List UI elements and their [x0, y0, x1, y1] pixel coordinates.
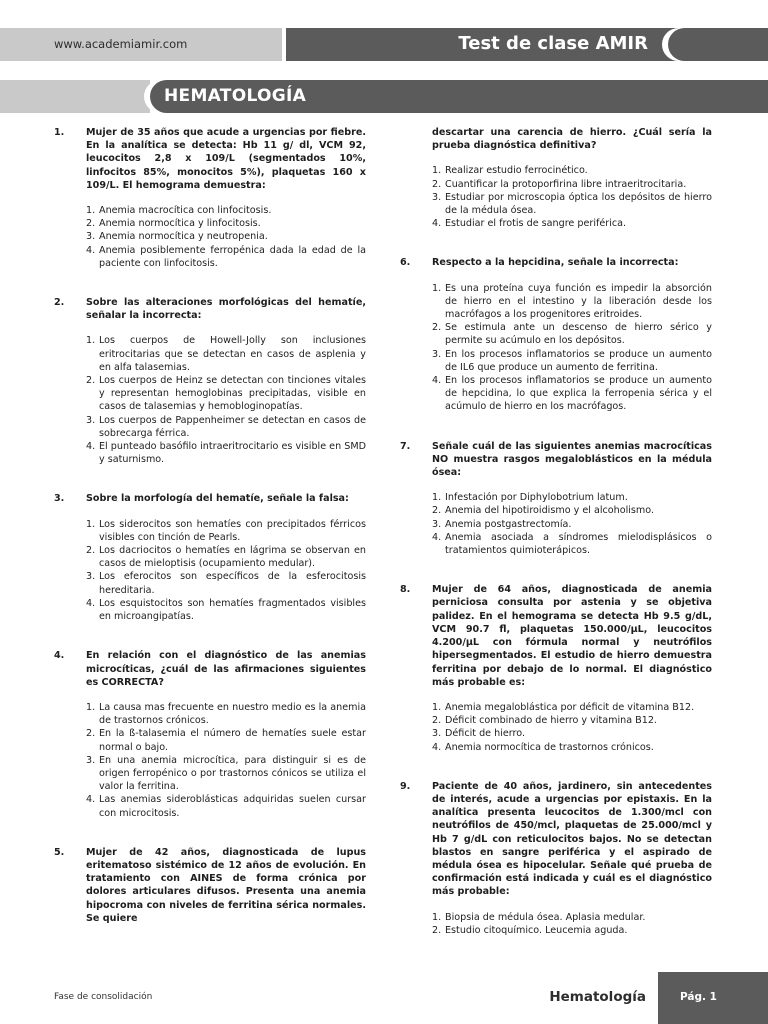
- option-text: Los eferocitos son específicos de la esferocitosis hereditaria.: [99, 571, 366, 596]
- question-4: [54, 649, 366, 819]
- option-item[interactable]: 2. Los cuerpos de Heinz se detectan con tinciones vitales y representan hemoglobinas precipitadas, visible en casos de talasemias y hemobloginopatías.: [86, 375, 366, 413]
- option-item[interactable]: 2. Los dacriocitos o hematíes en lágrima se observan en casos de mieloptisis (ocupamiento medular).: [86, 545, 366, 570]
- option-list: [432, 701, 712, 754]
- option-text: Anemia normocítica y linfocitosis.: [99, 218, 261, 230]
- option-list: [432, 911, 712, 937]
- option-item[interactable]: 1. Anemia megaloblástica por déficit de vitamina B12.: [432, 701, 712, 714]
- option-item[interactable]: 2. Se estimula ante un descenso de hierro sérico y permite su acúmulo en los depósitos.: [432, 322, 712, 347]
- option-item[interactable]: 3. En los procesos inflamatorios se produce un aumento de IL6 que produce un aumento de ferritina.: [432, 348, 712, 373]
- question-stem-continued: descartar una carencia de hierro. ¿Cuál sería la prueba diagnóstica definitiva?: [432, 127, 712, 152]
- option-text: La causa mas frecuente en nuestro medio es la anemia de trastornos crónicos.: [99, 701, 366, 727]
- question-stem: Sobre las alteraciones morfológicas del hematíe, señalar la incorrecta:: [86, 297, 366, 322]
- question-stem: Mujer de 42 años, diagnosticada de lupus eritematoso sistémico de 12 años de evolución. En tratamiento con AINES de forma crónica por dolores articulares difusos. Presenta una anemia hipocroma con niveles de ferritina sérica normales. Se quiere: [86, 846, 366, 924]
- question-1: [54, 126, 366, 270]
- option-item[interactable]: 3. Anemia normocítica y neutropenia.: [86, 230, 366, 243]
- option-text: El punteado basófilo intraeritrocitario es visible en SMD y saturnismo.: [99, 441, 366, 466]
- page-number: Pág. 1: [680, 991, 717, 1003]
- option-item[interactable]: 3. Estudiar por microscopia óptica los depósitos de hierro de la médula ósea.: [432, 191, 712, 217]
- header-notch-tab: [668, 28, 768, 61]
- option-item[interactable]: 2. En la ß-talasemia el número de hematíes suele estar normal o bajo.: [86, 728, 366, 753]
- right-column: [400, 126, 712, 963]
- option-item[interactable]: 1. La causa mas frecuente en nuestro medio es la anemia de trastornos crónicos.: [86, 701, 366, 727]
- option-item[interactable]: 3. Los cuerpos de Pappenheimer se detectan en casos de sobrecarga férrica.: [86, 414, 366, 439]
- question-number: 2.: [54, 297, 65, 309]
- option-text: Biopsia de médula ósea. Aplasia medular.: [445, 911, 646, 923]
- option-list: [86, 334, 366, 466]
- option-text: Déficit combinado de hierro y vitamina B12.: [445, 715, 657, 727]
- question-stem: Señale cuál de las siguientes anemias macrocíticas NO muestra rasgos megaloblásticos en la médula ósea:: [432, 440, 712, 479]
- question-number: 6.: [400, 257, 411, 269]
- option-text: En la ß-talasemia el número de hematíes suele estar normal o bajo.: [99, 728, 366, 753]
- option-text: En los procesos inflamatorios se produce un aumento de hepcidina, lo que explica la ferropenia sérica y el acúmulo de hierro en los macrófagos.: [445, 375, 712, 413]
- option-text: Los cuerpos de Howell-Jolly son inclusiones eritrocitarias que se detectan en casos de asplenia y en alfa talasemias.: [99, 335, 366, 373]
- option-text: Los cuerpos de Pappenheimer se detectan en casos de sobrecarga férrica.: [99, 414, 366, 439]
- option-text: Déficit de hierro.: [445, 728, 526, 740]
- option-item[interactable]: 4. Las anemias sideroblásticas adquiridas suelen cursar con microcitosis.: [86, 794, 366, 819]
- option-list: [86, 204, 366, 270]
- question-number: 5.: [54, 846, 65, 858]
- option-item[interactable]: 2. Cuantificar la protoporfirina libre intraeritrocitaria.: [432, 178, 712, 191]
- option-text: Cuantificar la protoporfirina libre intraeritrocitaria.: [445, 178, 687, 190]
- option-item[interactable]: 2. Anemia normocítica y linfocitosis.: [86, 217, 366, 230]
- option-item[interactable]: 1. Los cuerpos de Howell-Jolly son inclusiones eritrocitarias que se detectan en casos de asplenia y en alfa talasemias.: [86, 335, 366, 373]
- option-item[interactable]: 2. Estudio citoquímico. Leucemia aguda.: [432, 924, 712, 937]
- option-text: Los dacriocitos o hematíes en lágrima se observan en casos de mieloptisis (ocupamiento medular).: [99, 545, 366, 570]
- website-url[interactable]: www.academiamir.com: [54, 37, 188, 51]
- left-column: [54, 126, 366, 951]
- option-item[interactable]: 4. Anemia normocítica de trastornos crónicos.: [432, 741, 712, 754]
- option-text: Estudiar el frotis de sangre periférica.: [445, 218, 627, 230]
- option-text: Anemia postgastrectomía.: [445, 518, 572, 530]
- option-item[interactable]: 2. Déficit combinado de hierro y vitamina B12.: [432, 714, 712, 727]
- question-9: [400, 780, 712, 937]
- option-item[interactable]: 1. Biopsia de médula ósea. Aplasia medular.: [432, 911, 712, 924]
- option-text: Anemia posiblemente ferropénica dada la edad de la paciente con linfocitosis.: [99, 244, 366, 269]
- option-item[interactable]: 4. En los procesos inflamatorios se produce un aumento de hepcidina, lo que explica la ferropenia sérica y el acúmulo de hierro en los macrófagos.: [432, 375, 712, 413]
- question-stem: Sobre la morfología del hematíe, señale la falsa:: [86, 493, 349, 505]
- option-item[interactable]: 2. Anemia del hipotiroidismo y el alcoholismo.: [432, 504, 712, 517]
- question-stem: Mujer de 64 años, diagnosticada de anemia perniciosa consulta por astenia y se objetiva palidez. En el hemograma se detecta Hb 9.5 g/dL, VCM 90.7 fl, plaquetas 150.000/µL, leucocitos 4.200/µL con fórmula normal y neutrófilos hipersegmentados. El estudio de hierro demuestra ferritina por debajo de lo normal. El diagnóstico más probable es:: [432, 584, 712, 688]
- option-item[interactable]: 1. Infestación por Diphylobotrium latum.: [432, 491, 712, 504]
- option-item[interactable]: 4. El punteado basófilo intraeritrocitario es visible en SMD y saturnismo.: [86, 441, 366, 466]
- option-text: Anemia del hipotiroidismo y el alcoholismo.: [445, 505, 655, 517]
- option-text: Anemia normocítica y neutropenia.: [99, 231, 268, 243]
- footer-phase: Fase de consolidación: [54, 992, 153, 1002]
- option-text: Realizar estudio ferrocinético.: [445, 165, 588, 177]
- option-item[interactable]: 4. Los esquistocitos son hematíes fragmentados visibles en microangipatías.: [86, 597, 366, 623]
- section-left-band: [0, 80, 150, 113]
- option-list: [86, 701, 366, 820]
- option-text: Anemia asociada a síndromes mielodisplásicos o tratamientos quimioterápicos.: [445, 531, 712, 557]
- question-5: [54, 846, 366, 925]
- question-6: [400, 256, 712, 413]
- option-list: [86, 518, 366, 624]
- option-list: [432, 491, 712, 557]
- option-text: Estudiar por microscopia óptica los depósitos de hierro de la médula ósea.: [445, 191, 712, 217]
- question-number: 7.: [400, 440, 411, 452]
- option-text: En una anemia microcítica, para distinguir si es de origen ferropénico o por trastornos cónicos se utiliza el valor la ferritina.: [99, 754, 366, 793]
- option-item[interactable]: 3. Los eferocitos son específicos de la esferocitosis hereditaria.: [86, 571, 366, 596]
- question-number: 1.: [54, 127, 65, 138]
- question-3: [54, 492, 366, 623]
- option-text: Se estimula ante un descenso de hierro sérico y permite su acúmulo en los depósitos.: [445, 322, 712, 347]
- question-5-continued: [400, 126, 712, 230]
- section-title: HEMATOLOGÍA: [164, 86, 307, 106]
- option-item[interactable]: 4. Anemia asociada a síndromes mielodisplásicos o tratamientos quimioterápicos.: [432, 531, 712, 557]
- question-2: [54, 296, 366, 466]
- question-stem: En relación con el diagnóstico de las anemias microcíticas, ¿cuál de las afirmaciones siguientes es CORRECTA?: [86, 650, 366, 688]
- option-text: Los esquistocitos son hematíes fragmentados visibles en microangipatías.: [99, 597, 366, 623]
- option-text: Los cuerpos de Heinz se detectan con tinciones vitales y representan hemoglobinas precipitadas, visible en casos de talasemias y hemobloginopatías.: [99, 375, 366, 413]
- question-number: 9.: [400, 780, 411, 792]
- option-item[interactable]: 1. Anemia macrocítica con linfocitosis.: [86, 204, 366, 217]
- question-number: 3.: [54, 493, 65, 505]
- option-text: Anemia megaloblástica por déficit de vitamina B12.: [445, 701, 695, 713]
- option-item[interactable]: 1. Los siderocitos son hematíes con precipitados férricos visibles con tinción de Pearls.: [86, 518, 366, 543]
- footer-section: Hematología: [549, 989, 646, 1005]
- option-text: Los siderocitos son hematíes con precipitados férricos visibles con tinción de Pearls.: [99, 518, 366, 543]
- question-stem: Mujer de 35 años que acude a urgencias por fiebre. En la analítica se detecta: Hb 11 g/ dl, VCM 92, leucocitos 2,8 x 109/L (segmentados 10%, linfocitos 85%, monocitos 5%), plaquetas 160 x 109/L. El hemograma demuestra:: [86, 127, 366, 191]
- option-text: Anemia macrocítica con linfocitosis.: [99, 205, 272, 217]
- option-text: Estudio citoquímico. Leucemia aguda.: [445, 924, 628, 936]
- option-list: [432, 164, 712, 230]
- option-item[interactable]: 1. Realizar estudio ferrocinético.: [432, 164, 712, 177]
- question-stem: Paciente de 40 años, jardinero, sin antecedentes de interés, acude a urgencias por epistaxis. En la analítica presenta leucocitos de 1.300/mcl con neutrófilos de 450/mcl, plaquetas de 25.000/mcl y Hb 7 g/dL con reticulocitos bajos. No se detectan blastos en sangre periférica y el aspirado de médula ósea es hipocelular. Señale qué prueba de confirmación está indicada y cuál es el diagnóstico más probable:: [432, 780, 712, 898]
- question-7: [400, 440, 712, 558]
- option-text: Infestación por Diphylobotrium latum.: [445, 492, 628, 504]
- question-8: [400, 583, 712, 753]
- option-text: Las anemias sideroblásticas adquiridas suelen cursar con microcitosis.: [99, 794, 366, 819]
- question-number: 8.: [400, 584, 411, 596]
- question-number: 4.: [54, 650, 65, 662]
- option-item[interactable]: 4. Estudiar el frotis de sangre periférica.: [432, 217, 712, 230]
- option-item[interactable]: 3. En una anemia microcítica, para distinguir si es de origen ferropénico o por trastornos cónicos se utiliza el valor la ferritina.: [86, 754, 366, 793]
- question-stem: Respecto a la hepcidina, señale la incorrecta:: [432, 257, 679, 269]
- option-list: [432, 282, 712, 414]
- option-item[interactable]: 3. Anemia postgastrectomía.: [432, 518, 712, 531]
- option-item[interactable]: 1. Es una proteína cuya función es impedir la absorción de hierro en el intestino y la liberación desde los macrófagos a los progenitores eritroides.: [432, 282, 712, 321]
- option-text: Es una proteína cuya función es impedir la absorción de hierro en el intestino y la liberación desde los macrófagos a los progenitores eritroides.: [445, 282, 712, 321]
- option-text: En los procesos inflamatorios se produce un aumento de IL6 que produce un aumento de ferritina.: [445, 348, 712, 373]
- option-item[interactable]: 4. Anemia posiblemente ferropénica dada la edad de la paciente con linfocitosis.: [86, 244, 366, 269]
- document-title: Test de clase AMIR: [458, 33, 648, 54]
- option-text: Anemia normocítica de trastornos crónicos.: [445, 741, 654, 753]
- option-item[interactable]: 3. Déficit de hierro.: [432, 727, 712, 740]
